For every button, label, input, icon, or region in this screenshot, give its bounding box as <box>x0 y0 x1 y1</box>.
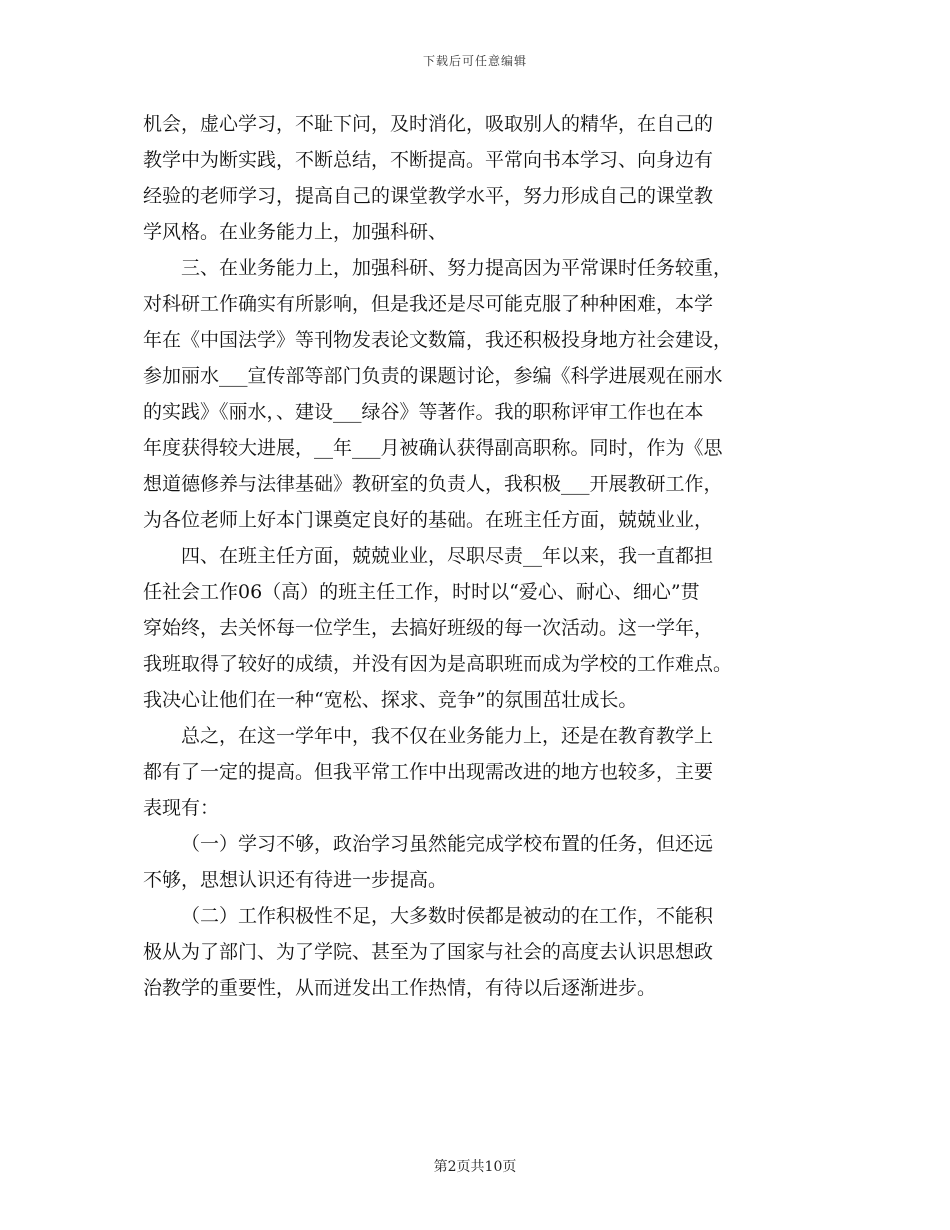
paragraph-line: 想道德修养与法律基础》教研室的负责人，我积极___开展教研工作， <box>143 473 723 495</box>
paragraph-line: 的实践》《丽水，、建设___绿谷》等著作。我的职称评审工作也在本 <box>143 401 704 423</box>
page-number-footer: 第2页共10页 <box>433 1159 517 1175</box>
document-body <box>143 106 813 1006</box>
paragraph-line: 学风格。在业务能力上，加强科研、 <box>143 221 448 243</box>
paragraph-line: 我决心让他们在一种“宽松、探求、竞争”的氛围茁壮成长。 <box>143 689 638 711</box>
paragraph-line: 治教学的重要性，从而迸发出工作热情，有待以后逐渐进步。 <box>143 977 657 999</box>
page-header: 下载后可任意编辑 <box>422 54 527 68</box>
paragraph-line: 对科研工作确实有所影响，但是我还是尽可能克服了种种困难，本学 <box>143 293 714 315</box>
paragraph-line: 参加丽水___宣传部等部门负责的课题讨论，参编《科学进展观在丽水 <box>143 365 723 387</box>
paragraph-first-line: 三、在业务能力上，加强科研、努力提高因为平常课时任务较重， <box>181 257 733 279</box>
paragraph-first-line: （一）学习不够，政治学习虽然能完成学校布置的任务，但还远 <box>181 833 714 855</box>
paragraph-line: 年度获得较大进展，__年___月被确认获得副高职称。同时，作为《思 <box>143 437 723 459</box>
paragraph-line: 机会，虚心学习，不耻下问，及时消化，吸取别人的精华，在自己的 <box>143 113 714 135</box>
paragraph-line: 年在《中国法学》等刊物发表论文数篇，我还积极投身地方社会建设， <box>143 329 733 351</box>
paragraph-line: 经验的老师学习，提高自己的课堂教学水平，努力形成自己的课堂教 <box>143 185 714 207</box>
paragraph-line: 不够，思想认识还有待进一步提高。 <box>143 869 448 891</box>
paragraph-line: 穿始终，去关怀每一位学生，去搞好班级的每一次活动。这一学年， <box>143 617 714 639</box>
paragraph-line: 任社会工作06（高）的班主任工作，时时以“爱心、耐心、细心”贯 <box>143 581 700 603</box>
paragraph-first-line: （二）工作积极性不足，大多数时侯都是被动的在工作，不能积 <box>181 905 714 927</box>
paragraph-first-line: 总之，在这一学年中，我不仅在业务能力上，还是在教育教学上 <box>181 725 714 747</box>
paragraph-line: 极从为了部门、为了学院、甚至为了国家与社会的高度去认识思想政 <box>143 941 714 963</box>
paragraph-line: 为各位老师上好本门课奠定良好的基础。在班主任方面，兢兢业业， <box>143 509 714 531</box>
paragraph-first-line: 四、在班主任方面，兢兢业业，尽职尽责__年以来，我一直都担 <box>181 545 714 567</box>
paragraph-line: 我班取得了较好的成绩，并没有因为是高职班而成为学校的工作难点。 <box>143 653 733 675</box>
paragraph-line: 表现有： <box>143 797 220 819</box>
paragraph-line: 教学中为断实践，不断总结，不断提高。平常向书本学习、向身边有 <box>143 149 714 171</box>
paragraph-line: 都有了一定的提高。但我平常工作中出现需改进的地方也较多，主要 <box>143 761 714 783</box>
